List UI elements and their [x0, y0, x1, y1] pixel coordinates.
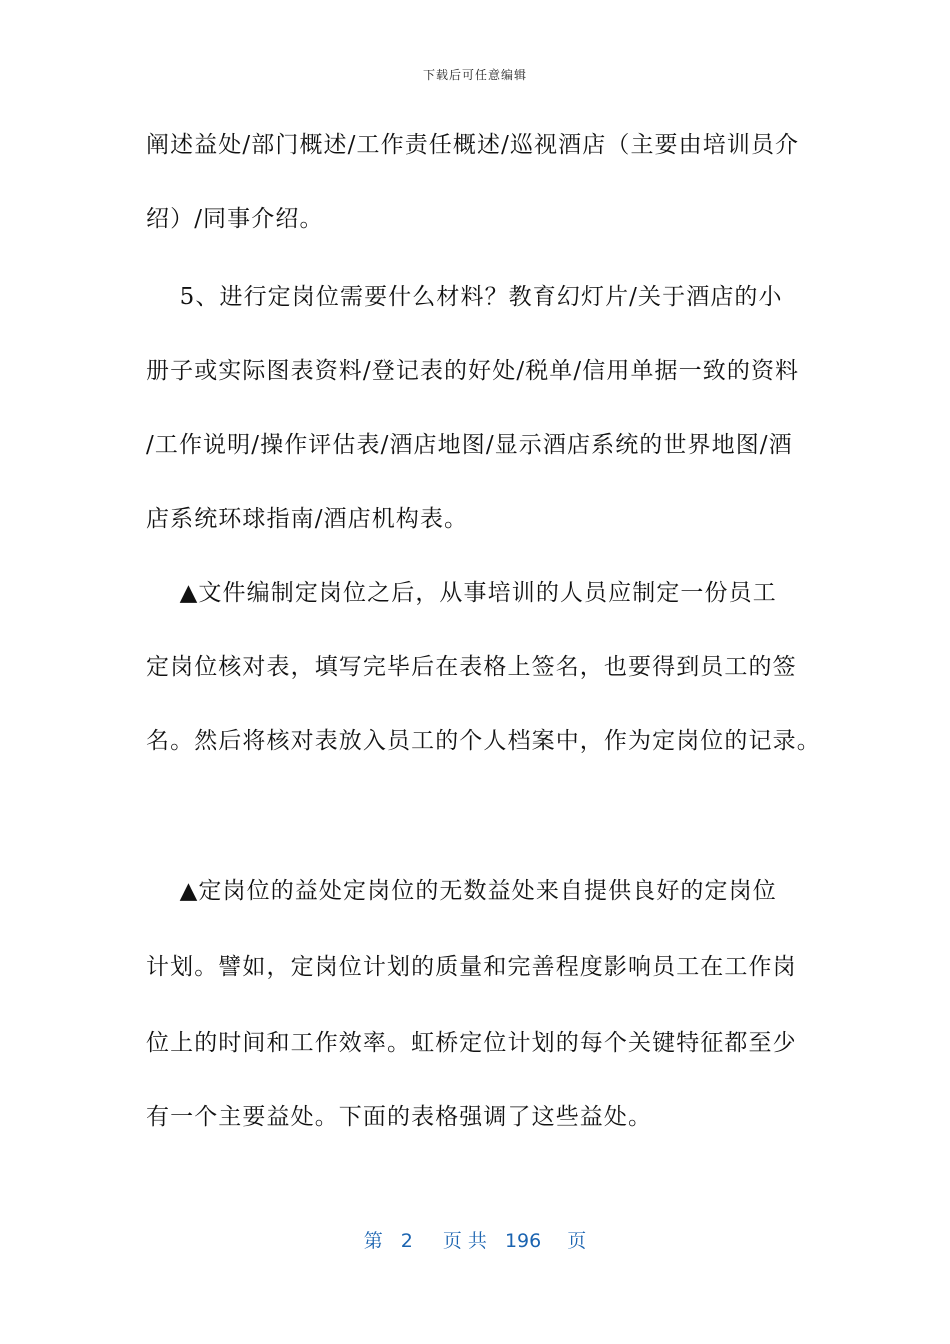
footer-suffix: 页	[567, 1230, 587, 1252]
footer-prefix: 第	[363, 1230, 383, 1252]
text-line: 定岗位核对表，填写完毕后在表格上签名，也要得到员工的签	[146, 654, 797, 680]
text-line: /工作说明/操作评估表/酒店地图/显示酒店系统的世界地图/酒	[146, 432, 793, 458]
text-line: ▲文件编制定岗位之后，从事培训的人员应制定一份员工	[146, 580, 777, 606]
text-line: 5、进行定岗位需要什么材料？教育幻灯片/关于酒店的小	[146, 284, 783, 310]
text-line: ▲定岗位的益处定岗位的无数益处来自提供良好的定岗位	[146, 878, 777, 904]
page-number-footer	[0, 1226, 950, 1253]
text-line: 绍）/同事介绍。	[146, 206, 324, 232]
text-line: 有一个主要益处。下面的表格强调了这些益处。	[146, 1104, 653, 1130]
text-line: 册子或实际图表资料/登记表的好处/税单/信用单据一致的资料	[146, 358, 800, 384]
page-header: 下载后可任意编辑	[422, 68, 527, 82]
footer-middle: 页 共	[442, 1230, 487, 1252]
footer-total-pages: 196	[504, 1230, 542, 1252]
text-line: 阐述益处/部门概述/工作责任概述/巡视酒店（主要由培训员介	[146, 132, 800, 158]
footer-page-number: 2	[400, 1230, 413, 1252]
text-line: 计划。譬如，定岗位计划的质量和完善程度影响员工在工作岗	[146, 954, 797, 980]
text-line: 店系统环球指南/酒店机构表。	[146, 506, 469, 532]
text-line: 名。然后将核对表放入员工的个人档案中，作为定岗位的记录。	[146, 728, 821, 754]
text-line: 位上的时间和工作效率。虹桥定位计划的每个关键特征都至少	[146, 1030, 797, 1056]
